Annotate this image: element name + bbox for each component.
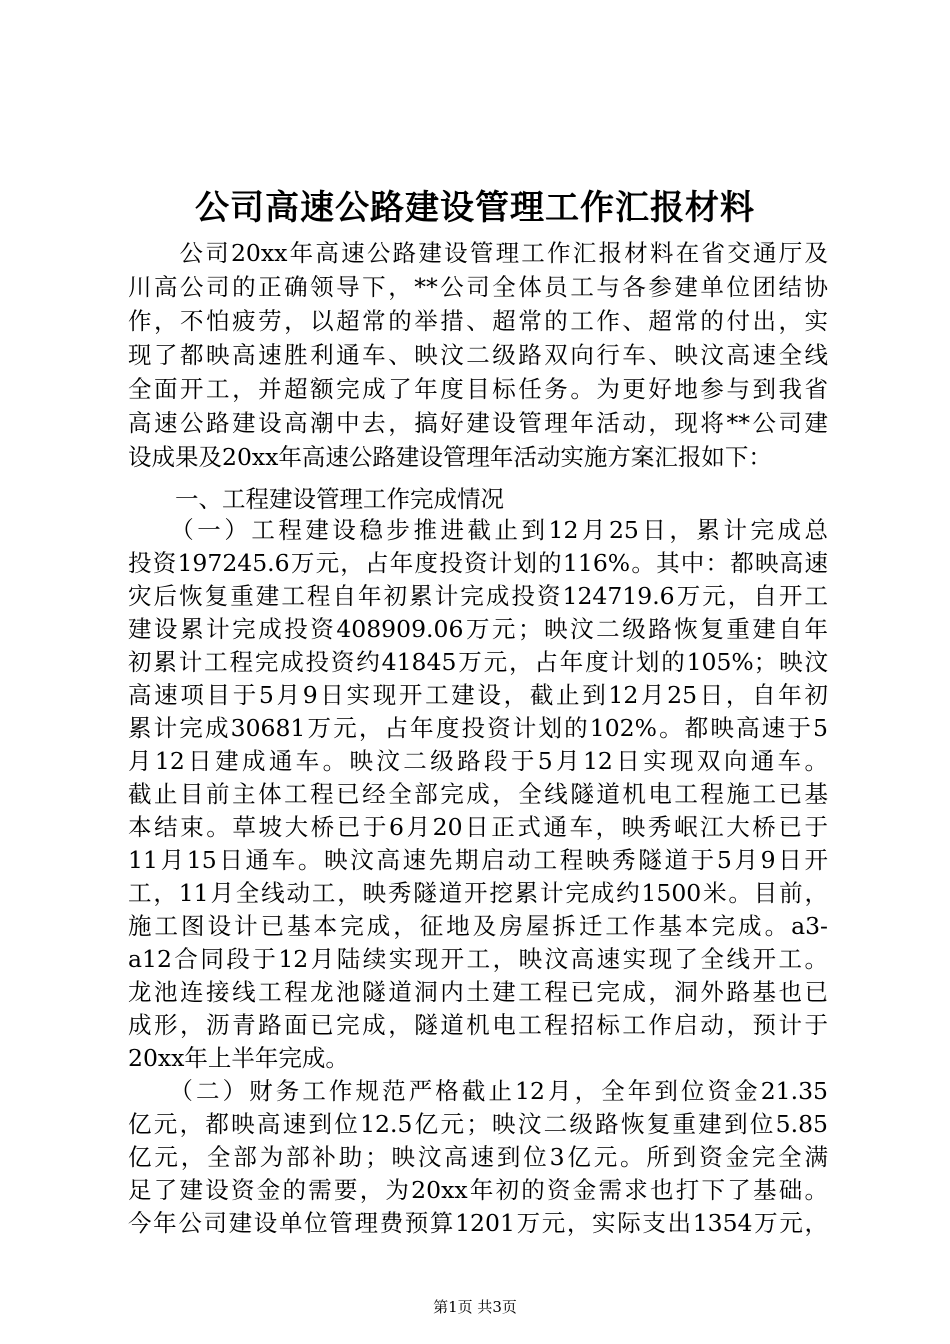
body-line: 川高公司的正确领导下，**公司全体员工与各参建单位团结协: [128, 273, 828, 301]
subsection-line: （二）财务工作规范严格截止12月，全年到位资金21.35: [128, 1077, 828, 1105]
body-line: 施工图设计已基本完成，征地及房屋拆迁工作基本完成。a3-: [128, 912, 828, 940]
page-number: 第1页 共3页: [433, 1298, 517, 1316]
body-line: 截止目前主体工程已经全部完成，全线隧道机电工程施工已基: [128, 780, 828, 808]
body-line: 高速项目于5月9日实现开工建设，截止到12月25日，自年初: [128, 681, 828, 709]
body-line: 投资197245.6万元，占年度投资计划的116%。其中：都映高速: [128, 549, 828, 577]
body-line: a12合同段于12月陆续实现开工，映汶高速实现了全线开工。: [128, 945, 828, 973]
body-line: 工，11月全线动工，映秀隧道开挖累计完成约1500米。目前，: [128, 879, 828, 907]
subsection-line: （一）工程建设稳步推进截止到12月25日，累计完成总: [128, 516, 828, 544]
body-line: 11月15日通车。映汶高速先期启动工程映秀隧道于5月9日开: [128, 846, 828, 874]
body-line: 建设累计完成投资408909.06万元；映汶二级路恢复重建自年: [128, 615, 828, 643]
body-line: 初累计工程完成投资约41845万元，占年度计划的105%；映汶: [128, 648, 828, 676]
body-line: 龙池连接线工程龙池隧道洞内土建工程已完成，洞外路基也已: [128, 978, 828, 1006]
body-line: 设成果及20xx年高速公路建设管理年活动实施方案汇报如下：: [128, 443, 772, 471]
body-line: 今年公司建设单位管理费预算1201万元，实际支出1354万元，: [128, 1209, 828, 1237]
body-line: 全面开工，并超额完成了年度目标任务。为更好地参与到我省: [128, 375, 828, 403]
body-line: 亿元，都映高速到位12.5亿元；映汶二级路恢复重建到位5.85: [128, 1110, 828, 1138]
section-heading: 一、工程建设管理工作完成情况: [128, 485, 504, 513]
body-line: 累计完成30681万元，占年度投资计划的102%。都映高速于5: [128, 714, 828, 742]
body-line: 本结束。草坡大桥已于6月20日正式通车，映秀岷江大桥已于: [128, 813, 828, 841]
body-line: 亿元，全部为部补助；映汶高速到位3亿元。所到资金完全满: [128, 1143, 828, 1171]
body-line: 月12日建成通车。映汶二级路段于5月12日实现双向通车。: [128, 747, 828, 775]
body-line: 公司20xx年高速公路建设管理工作汇报材料在省交通厅及: [128, 239, 828, 267]
body-line: 足了建设资金的需要，为20xx年初的资金需求也打下了基础。: [128, 1176, 828, 1204]
body-line: 高速公路建设高潮中去，搞好建设管理年活动，现将**公司建: [128, 409, 828, 437]
body-line: 现了都映高速胜利通车、映汶二级路双向行车、映汶高速全线: [128, 341, 828, 369]
document-title: 公司高速公路建设管理工作汇报材料: [195, 188, 755, 228]
body-line: 20xx年上半年完成。: [128, 1044, 349, 1072]
body-line: 作，不怕疲劳，以超常的举措、超常的工作、超常的付出，实: [128, 307, 828, 335]
body-line: 灾后恢复重建工程自年初累计完成投资124719.6万元，自开工: [128, 582, 828, 610]
body-line: 成形，沥青路面已完成，隧道机电工程招标工作启动，预计于: [128, 1011, 828, 1039]
